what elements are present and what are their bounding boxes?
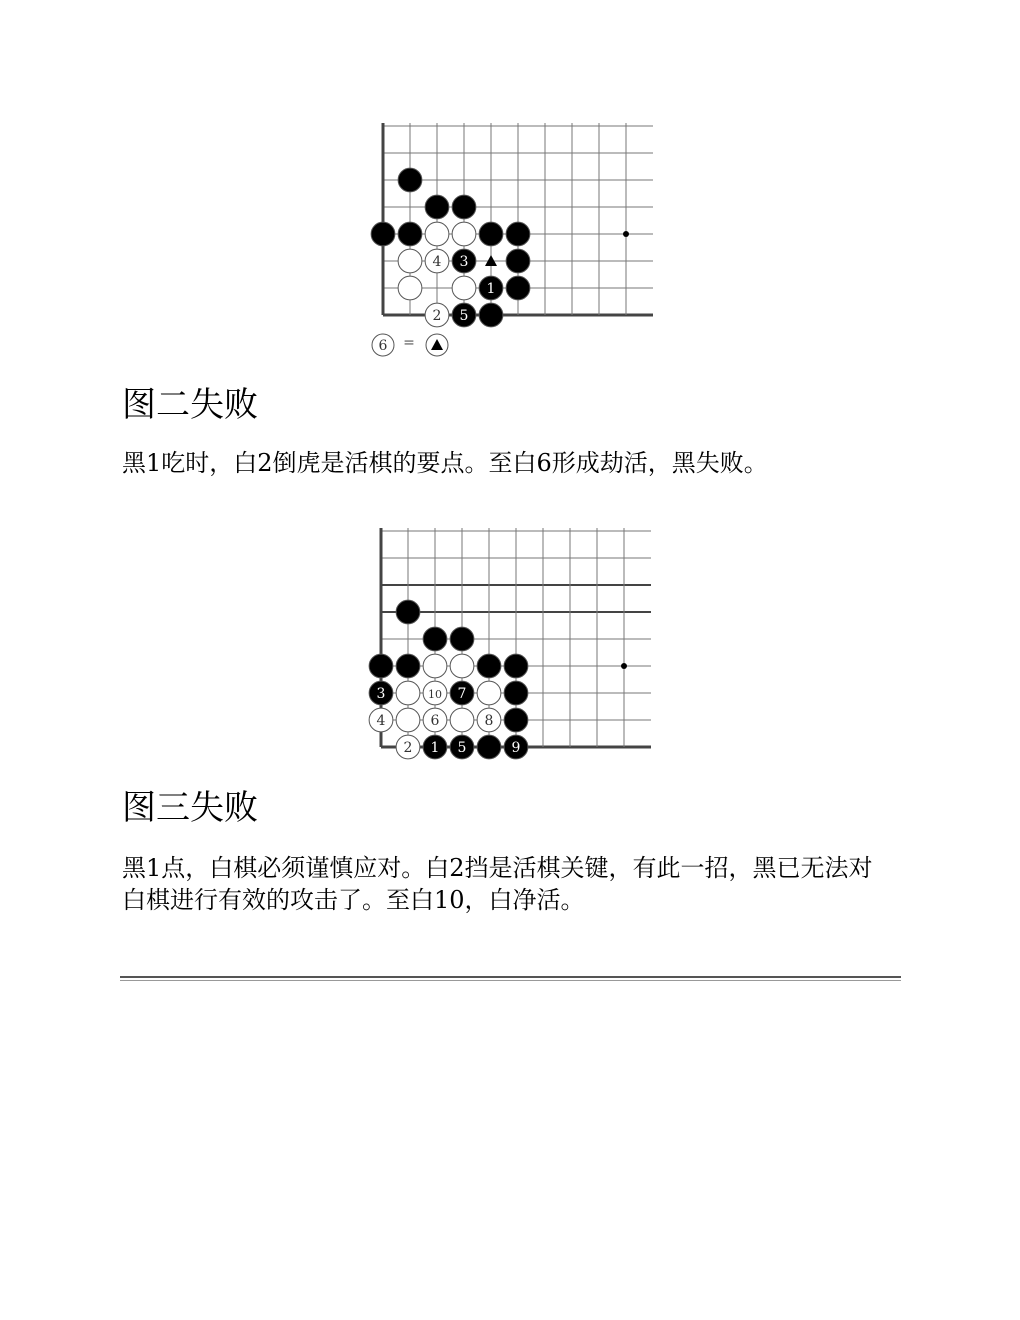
- go-diagram-2: [362, 118, 662, 368]
- move-number: 6: [378, 338, 388, 354]
- black-stone: [450, 735, 474, 759]
- figure-3-description: 黑1点，白棋必须谨慎应对。白2挡是活棋关键，有此一招，黑已无法对白棋进行有效的攻击了。至白10，白净活。: [122, 854, 873, 914]
- white-stone: [396, 708, 420, 732]
- black-stone: [504, 681, 528, 705]
- move-number: 9: [511, 740, 521, 756]
- white-stone: [452, 222, 476, 246]
- move-number: 4: [376, 713, 386, 729]
- equals-sign: =: [403, 335, 415, 351]
- white-stone: [450, 654, 474, 678]
- white-stone: [425, 222, 449, 246]
- white-stone: [477, 681, 501, 705]
- move-number: 6: [430, 713, 440, 729]
- black-stone: [398, 168, 422, 192]
- black-stone: [452, 195, 476, 219]
- white-stone: [425, 303, 449, 327]
- move-number: 10: [428, 688, 442, 701]
- move-number: 1: [486, 281, 496, 297]
- figure-3-heading: 图三失败: [122, 788, 258, 828]
- black-stone: [452, 303, 476, 327]
- black-stone: [479, 222, 503, 246]
- figure-2-description: 黑1吃时，白2倒虎是活棋的要点。至白6形成劫活，黑失败。: [122, 449, 768, 477]
- black-stone: [506, 222, 530, 246]
- black-stone: [369, 654, 393, 678]
- black-stone: [450, 681, 474, 705]
- move-number: 5: [457, 740, 467, 756]
- black-stone: [479, 303, 503, 327]
- black-stone: [423, 735, 447, 759]
- black-stone: [423, 627, 447, 651]
- black-stone: [477, 654, 501, 678]
- black-stone: [371, 222, 395, 246]
- white-stone: [477, 708, 501, 732]
- black-stone: [477, 735, 501, 759]
- move-number: 2: [403, 740, 413, 756]
- white-stone: [396, 681, 420, 705]
- move-number: 2: [432, 308, 442, 324]
- black-stone: [504, 735, 528, 759]
- black-stone: [396, 654, 420, 678]
- figure-2-heading: 图二失败: [122, 385, 258, 425]
- white-stone: [396, 735, 420, 759]
- black-stone: [398, 222, 422, 246]
- white-stone: [423, 654, 447, 678]
- black-stone: [504, 708, 528, 732]
- move-number: 1: [430, 740, 440, 756]
- go-diagram-3: [362, 523, 662, 763]
- black-stone: [450, 627, 474, 651]
- black-stone: [396, 600, 420, 624]
- white-stone: [423, 708, 447, 732]
- black-stone: [506, 249, 530, 273]
- move-number: 5: [459, 308, 469, 324]
- white-stone: [425, 249, 449, 273]
- star-point: [623, 231, 629, 237]
- star-point: [621, 663, 627, 669]
- move-number: 7: [457, 686, 467, 702]
- move-number: 4: [432, 254, 442, 270]
- ko-note: [372, 334, 448, 356]
- move-number: 3: [459, 254, 469, 270]
- black-stone: [506, 276, 530, 300]
- white-stone: [450, 708, 474, 732]
- black-stone: [452, 249, 476, 273]
- white-stone: [369, 708, 393, 732]
- black-stone: [425, 195, 449, 219]
- horizontal-rule: [120, 976, 901, 981]
- white-stone: [398, 249, 422, 273]
- white-stone: [452, 276, 476, 300]
- move-number: 3: [376, 686, 386, 702]
- white-stone: [398, 276, 422, 300]
- white-stone: [423, 681, 447, 705]
- move-number: 8: [484, 713, 494, 729]
- black-stone: [369, 681, 393, 705]
- black-stone: [504, 654, 528, 678]
- black-stone: [479, 276, 503, 300]
